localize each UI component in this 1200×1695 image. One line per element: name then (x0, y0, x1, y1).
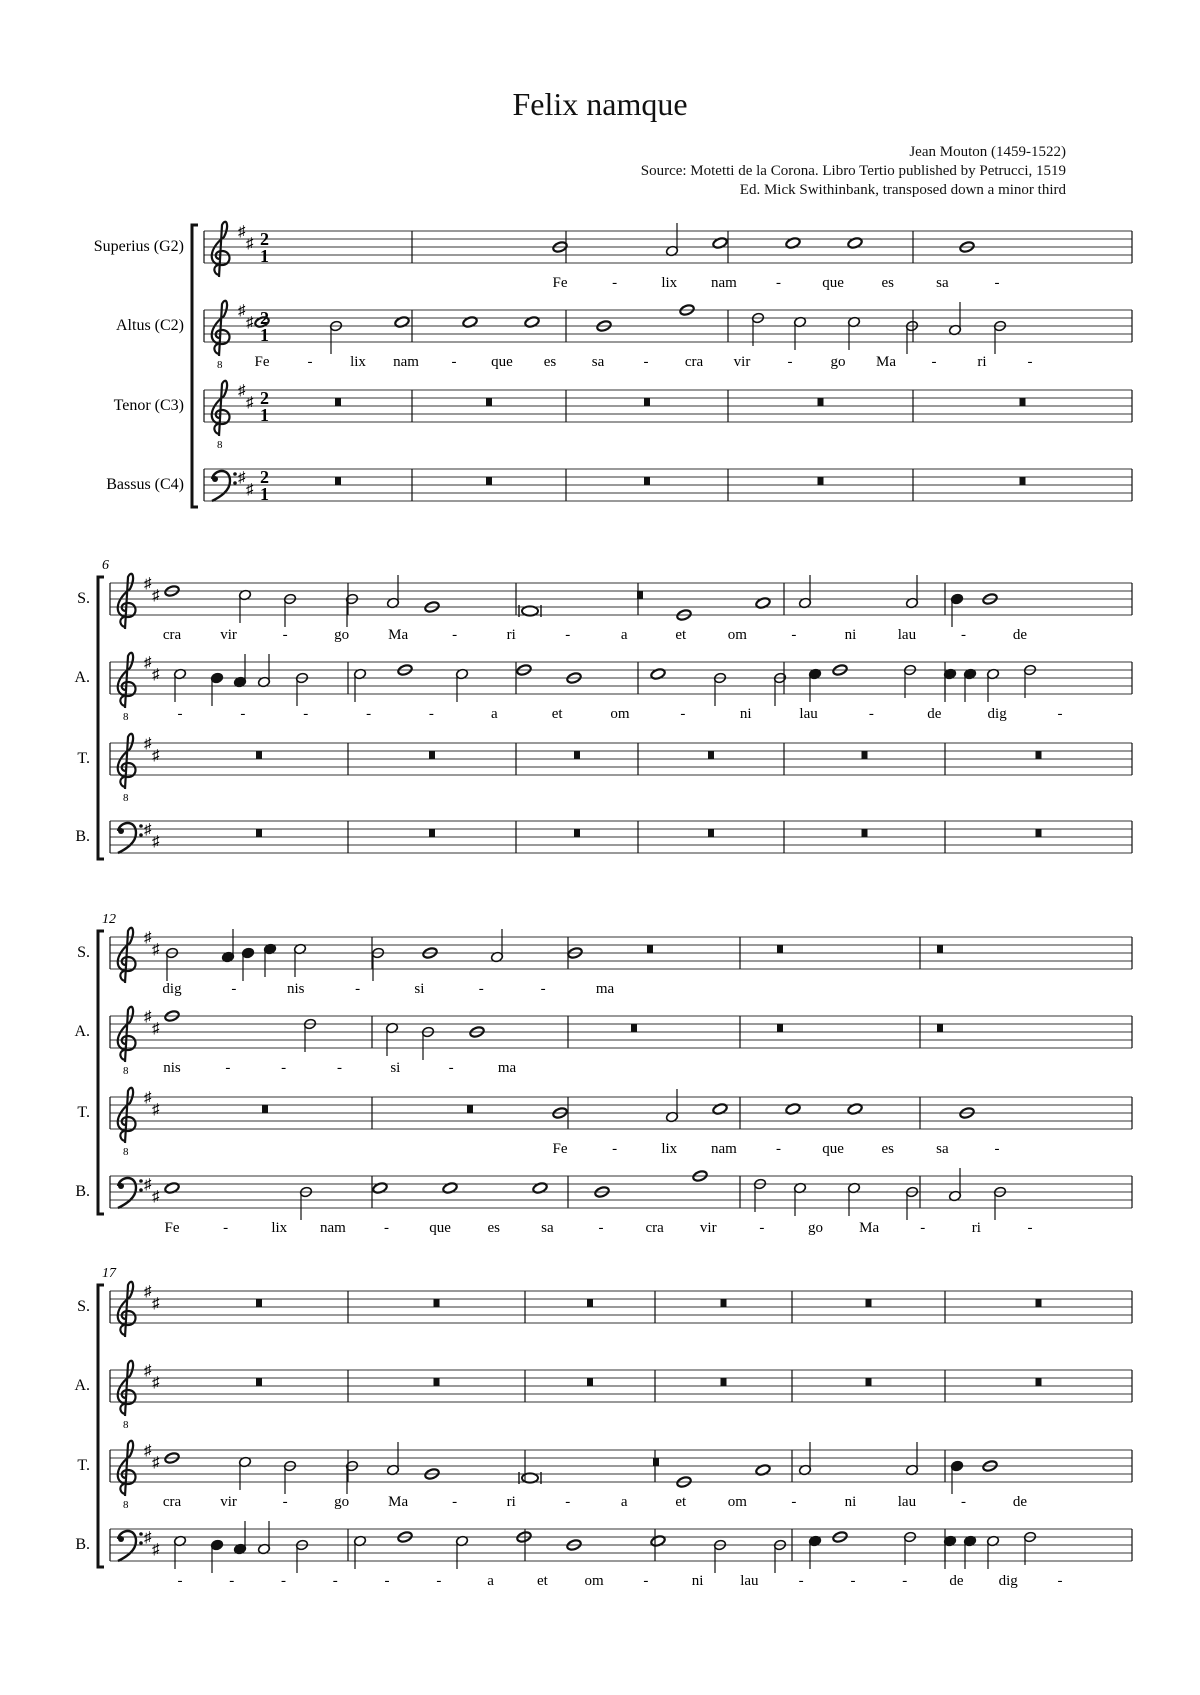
bass-clef-dot (139, 1179, 143, 1183)
breve-rest-icon (866, 1299, 872, 1307)
key-sharp-icon: ♯ (144, 1530, 152, 1546)
lyric-hyphen: - (1027, 354, 1033, 370)
key-sharp-icon: ♯ (152, 1455, 160, 1471)
treble-clef-icon (118, 1282, 136, 1337)
key-sharp-icon: ♯ (144, 1009, 152, 1025)
lyric-hyphen: - (452, 627, 458, 643)
key-sharp-icon: ♯ (246, 482, 254, 498)
breve-rest-icon (574, 829, 580, 837)
breve-rest-icon (486, 398, 492, 406)
octave-clef-mark: 8 (123, 1419, 129, 1431)
treble-clef-icon (118, 734, 136, 789)
breve-rest-icon (708, 751, 714, 759)
breve-rest-icon (1036, 1378, 1042, 1386)
lyric-syllable: lix (661, 1141, 678, 1157)
time-signature-top: 2 (260, 229, 269, 249)
bass-clef-icon (118, 823, 136, 853)
bass-clef-dot (139, 1188, 143, 1192)
breve-rest-icon (1036, 829, 1042, 837)
lyric-hyphen: - (643, 354, 649, 370)
breve-rest-icon (256, 829, 262, 837)
lyric-hyphen: - (229, 1573, 235, 1589)
lyric-hyphen: - (540, 981, 546, 997)
bass-clef-dot (212, 476, 218, 482)
time-signature-bottom: 1 (260, 246, 269, 266)
breve-rest-icon (708, 829, 714, 837)
breve-rest-icon (1036, 1299, 1042, 1307)
octave-clef-mark: 8 (217, 359, 223, 371)
breve-rest-icon (587, 1378, 593, 1386)
lyric-syllable: a (490, 706, 498, 722)
lyric-syllable: lau (740, 1573, 759, 1589)
treble-clef-icon (212, 381, 230, 436)
key-sharp-icon: ♯ (144, 736, 152, 752)
lyric-syllable: cra (645, 1220, 664, 1236)
breve-note (522, 606, 538, 615)
time-signature-bottom: 1 (260, 325, 269, 345)
lyric-hyphen: - (920, 1220, 926, 1236)
treble-clef-icon (212, 222, 230, 277)
lyric-hyphen: - (960, 627, 966, 643)
breve-rest-icon (862, 829, 868, 837)
lyric-hyphen: - (240, 706, 246, 722)
lyric-hyphen: - (960, 1494, 966, 1510)
bass-clef-dot (139, 1532, 143, 1536)
lyric-syllable: dig (987, 706, 1007, 722)
lyric-syllable: vir (699, 1220, 717, 1236)
octave-clef-mark: 8 (123, 792, 129, 804)
breve-rest-icon (486, 477, 492, 485)
treble-clef-icon (118, 1361, 136, 1416)
lyric-hyphen: - (787, 354, 793, 370)
breve-rest-icon (862, 751, 868, 759)
key-sharp-icon: ♯ (152, 1296, 160, 1312)
lyric-hyphen: - (223, 1220, 229, 1236)
lyric-hyphen: - (281, 1060, 287, 1076)
bass-clef-dot (139, 833, 143, 837)
composer-credit: Jean Mouton (1459-1522) (909, 144, 1066, 160)
lyric-hyphen: - (1027, 1220, 1033, 1236)
treble-clef-icon (118, 928, 136, 983)
lyric-syllable: Ma (859, 1220, 880, 1236)
key-sharp-icon: ♯ (152, 834, 160, 850)
lyric-hyphen: - (994, 275, 1000, 291)
voice-label-tenor: T. (77, 1457, 90, 1474)
lyric-syllable: es (881, 275, 894, 291)
lyric-syllable: go (830, 354, 846, 370)
lyric-hyphen: - (931, 354, 937, 370)
key-sharp-icon: ♯ (144, 930, 152, 946)
lyric-syllable: de (927, 706, 942, 722)
key-sharp-icon: ♯ (238, 224, 246, 240)
breve-rest-icon (777, 945, 783, 953)
lyric-syllable: nis (286, 981, 305, 997)
lyric-syllable: a (620, 1494, 628, 1510)
lyric-syllable: ri (977, 354, 987, 370)
bass-clef-dot (139, 1541, 143, 1545)
breve-rest-icon (637, 591, 643, 599)
lyric-hyphen: - (478, 981, 484, 997)
system-bracket (192, 225, 198, 507)
breve-rest-icon (937, 1024, 943, 1032)
editor-credit: Ed. Mick Swithinbank, transposed down a minor third (739, 182, 1066, 198)
lyric-syllable: es (487, 1220, 500, 1236)
time-signature-bottom: 1 (260, 484, 269, 504)
breve-rest-icon (937, 945, 943, 953)
lyric-syllable: et (536, 1573, 548, 1589)
key-sharp-icon: ♯ (238, 383, 246, 399)
lyric-syllable: go (808, 1220, 823, 1236)
breve-rest-icon (467, 1105, 473, 1113)
lyric-syllable: si (390, 1060, 401, 1076)
lyric-syllable: nam (393, 354, 419, 370)
lyric-hyphen: - (282, 627, 288, 643)
lyric-hyphen: - (868, 706, 874, 722)
voice-label-altus: Altus (C2) (116, 317, 184, 334)
key-sharp-icon: ♯ (144, 822, 152, 838)
lyric-syllable: que (822, 275, 844, 291)
lyric-hyphen: - (1057, 1573, 1063, 1589)
lyric-syllable: Fe (552, 275, 568, 291)
lyric-syllable: go (334, 627, 350, 643)
time-signature-bottom: 1 (260, 405, 269, 425)
lyric-hyphen: - (850, 1573, 856, 1589)
key-sharp-icon: ♯ (246, 315, 254, 331)
lyric-syllable: nam (710, 1141, 737, 1157)
measure-number: 6 (102, 558, 109, 573)
time-signature-top: 2 (260, 388, 269, 408)
lyric-syllable: om (610, 706, 630, 722)
lyric-syllable: si (414, 981, 425, 997)
lyric-hyphen: - (332, 1573, 338, 1589)
breve-rest-icon (777, 1024, 783, 1032)
lyric-hyphen: - (565, 1494, 571, 1510)
breve-rest-icon (429, 751, 435, 759)
key-sharp-icon: ♯ (144, 1284, 152, 1300)
lyric-hyphen: - (448, 1060, 454, 1076)
octave-clef-mark: 8 (217, 439, 223, 451)
key-sharp-icon: ♯ (144, 1090, 152, 1106)
breve-rest-icon (1036, 751, 1042, 759)
lyric-syllable: et (675, 627, 687, 643)
lyric-hyphen: - (798, 1573, 804, 1589)
lyric-hyphen: - (384, 1220, 389, 1236)
lyric-syllable: Ma (388, 627, 409, 643)
voice-label-bassus: B. (75, 1183, 90, 1200)
lyric-syllable: nam (710, 275, 737, 291)
key-sharp-icon: ♯ (238, 470, 246, 486)
lyric-syllable: es (881, 1141, 894, 1157)
key-sharp-icon: ♯ (246, 395, 254, 411)
voice-label-tenor: T. (77, 1104, 90, 1121)
lyric-hyphen: - (384, 1573, 390, 1589)
lyric-syllable: ma (497, 1060, 517, 1076)
lyric-syllable: Ma (388, 1494, 409, 1510)
time-signature-top: 2 (260, 308, 269, 328)
lyric-syllable: go (334, 1494, 350, 1510)
lyric-syllable: Fe (552, 1141, 568, 1157)
lyric-hyphen: - (355, 981, 361, 997)
breve-rest-icon (587, 1299, 593, 1307)
lyric-syllable: ni (844, 1494, 857, 1510)
bass-clef-icon (118, 1531, 136, 1561)
lyric-syllable: vir (220, 627, 237, 643)
lyric-syllable: Fe (254, 354, 270, 370)
lyric-syllable: ni (691, 1573, 704, 1589)
breve-rest-icon (818, 477, 824, 485)
key-sharp-icon: ♯ (152, 942, 160, 958)
breve-rest-icon (647, 945, 653, 953)
lyric-syllable: ma (595, 981, 615, 997)
lyric-hyphen: - (177, 1573, 183, 1589)
bass-clef-icon (212, 471, 230, 501)
treble-clef-icon (118, 1088, 136, 1143)
lyric-syllable: a (487, 1573, 494, 1589)
lyric-syllable: dig (998, 1573, 1018, 1589)
lyric-hyphen: - (598, 1220, 604, 1236)
voice-label-superius: S. (77, 590, 90, 607)
measure-number: 12 (102, 912, 116, 927)
breve-rest-icon (631, 1024, 637, 1032)
breve-rest-icon (818, 398, 824, 406)
lyric-syllable: ni (844, 627, 857, 643)
lyric-hyphen: - (177, 706, 183, 722)
lyric-syllable: om (584, 1573, 604, 1589)
octave-clef-mark: 8 (123, 1146, 129, 1158)
lyric-hyphen: - (680, 706, 686, 722)
breve-rest-icon (434, 1378, 440, 1386)
key-sharp-icon: ♯ (152, 1375, 160, 1391)
lyric-syllable: Fe (164, 1220, 180, 1236)
treble-clef-icon (212, 301, 230, 356)
bass-clef-dot (118, 828, 124, 834)
key-sharp-icon: ♯ (238, 303, 246, 319)
key-sharp-icon: ♯ (152, 1189, 160, 1205)
lyric-syllable: Ma (876, 354, 896, 370)
key-sharp-icon: ♯ (144, 655, 152, 671)
lyric-syllable: sa (936, 275, 949, 291)
lyric-syllable: de (1012, 627, 1028, 643)
breve-rest-icon (262, 1105, 268, 1113)
breve-rest-icon (335, 477, 341, 485)
breve-rest-icon (721, 1299, 727, 1307)
lyric-syllable: ni (739, 706, 752, 722)
lyric-syllable: vir (733, 354, 751, 370)
key-sharp-icon: ♯ (144, 1443, 152, 1459)
lyric-syllable: lau (897, 1494, 917, 1510)
breve-rest-icon (434, 1299, 440, 1307)
breve-rest-icon (256, 1378, 262, 1386)
lyric-hyphen: - (307, 354, 313, 370)
time-signature-top: 2 (260, 467, 269, 487)
voice-label-superius: S. (77, 944, 90, 961)
voice-label-bassus: B. (75, 1536, 90, 1553)
breve-rest-icon (1020, 477, 1026, 485)
breve-rest-icon (256, 751, 262, 759)
voice-label-bassus: B. (75, 828, 90, 845)
key-sharp-icon: ♯ (152, 1021, 160, 1037)
key-sharp-icon: ♯ (246, 236, 254, 252)
lyric-syllable: ri (971, 1220, 981, 1236)
lyric-hyphen: - (366, 706, 372, 722)
lyric-syllable: es (543, 354, 557, 370)
lyric-syllable: ri (506, 1494, 516, 1510)
treble-clef-icon (118, 574, 136, 629)
bass-clef-dot (233, 472, 237, 476)
breve-rest-icon (644, 477, 650, 485)
lyric-syllable: que (822, 1141, 844, 1157)
key-sharp-icon: ♯ (152, 667, 160, 683)
lyric-hyphen: - (791, 1494, 797, 1510)
lyric-syllable: que (491, 354, 513, 370)
breve-rest-icon (653, 1458, 659, 1466)
lyric-syllable: sa (936, 1141, 949, 1157)
lyric-syllable: vir (220, 1494, 237, 1510)
breve-rest-icon (1020, 398, 1026, 406)
lyric-hyphen: - (452, 1494, 458, 1510)
treble-clef-icon (118, 1007, 136, 1062)
key-sharp-icon: ♯ (152, 1542, 160, 1558)
lyric-hyphen: - (303, 706, 309, 722)
lyric-syllable: sa (591, 354, 605, 370)
lyric-hyphen: - (281, 1573, 287, 1589)
bass-clef-dot (233, 481, 237, 485)
key-sharp-icon: ♯ (144, 1363, 152, 1379)
lyric-syllable: de (1012, 1494, 1028, 1510)
treble-clef-icon (118, 653, 136, 708)
key-sharp-icon: ♯ (144, 1177, 152, 1193)
lyric-syllable: dig (162, 981, 182, 997)
voice-label-altus: A. (74, 669, 90, 686)
lyric-hyphen: - (337, 1060, 342, 1076)
octave-clef-mark: 8 (123, 1499, 129, 1511)
system-bracket (98, 1285, 104, 1567)
lyric-syllable: cra (162, 627, 182, 643)
source-credit: Source: Motetti de la Corona. Libro Tertio published by Petrucci, 1519 (640, 163, 1066, 179)
key-sharp-icon: ♯ (152, 1102, 160, 1118)
lyric-hyphen: - (225, 1060, 231, 1076)
lyric-syllable: lix (271, 1220, 288, 1236)
lyric-hyphen: - (428, 706, 434, 722)
voice-label-superius: S. (77, 1298, 90, 1315)
bass-clef-icon (118, 1178, 136, 1208)
lyric-syllable: cra (162, 1494, 182, 1510)
voice-label-bassus: Bassus (C4) (106, 476, 184, 493)
lyric-hyphen: - (643, 1573, 649, 1589)
voice-label-altus: A. (74, 1023, 90, 1040)
lyric-syllable: nam (319, 1220, 346, 1236)
lyric-syllable: lau (897, 627, 917, 643)
lyric-hyphen: - (776, 275, 781, 291)
lyric-hyphen: - (612, 275, 618, 291)
breve-rest-icon (866, 1378, 872, 1386)
breve-rest-icon (574, 751, 580, 759)
breve-rest-icon (335, 398, 341, 406)
lyric-hyphen: - (282, 1494, 288, 1510)
lyric-hyphen: - (436, 1573, 442, 1589)
lyric-syllable: om (727, 627, 747, 643)
breve-rest-icon (721, 1378, 727, 1386)
lyric-syllable: et (551, 706, 563, 722)
bass-clef-dot (118, 1183, 124, 1189)
lyric-syllable: que (429, 1220, 451, 1236)
treble-clef-icon (118, 1441, 136, 1496)
lyric-syllable: de (949, 1573, 964, 1589)
lyric-syllable: sa (541, 1220, 554, 1236)
lyric-syllable: cra (684, 354, 704, 370)
lyric-hyphen: - (776, 1141, 781, 1157)
system-bracket (98, 577, 104, 859)
breve-rest-icon (644, 398, 650, 406)
lyric-syllable: ri (506, 627, 516, 643)
lyric-hyphen: - (791, 627, 797, 643)
breve-rest-icon (256, 1299, 262, 1307)
key-sharp-icon: ♯ (152, 748, 160, 764)
score-title: Felix namque (512, 86, 688, 122)
lyric-syllable: lau (799, 706, 818, 722)
key-sharp-icon: ♯ (144, 576, 152, 592)
voice-label-superius: Superius (G2) (93, 238, 184, 255)
lyric-hyphen: - (231, 981, 237, 997)
lyric-syllable: lix (350, 354, 366, 370)
lyric-hyphen: - (759, 1220, 765, 1236)
lyric-syllable: lix (661, 275, 678, 291)
breve-rest-icon (429, 829, 435, 837)
octave-clef-mark: 8 (123, 1065, 129, 1077)
lyric-hyphen: - (902, 1573, 908, 1589)
lyric-syllable: nis (163, 1060, 181, 1076)
voice-label-tenor: Tenor (C3) (113, 397, 184, 414)
voice-label-tenor: T. (77, 750, 90, 767)
lyric-syllable: et (675, 1494, 687, 1510)
measure-number: 17 (102, 1266, 116, 1281)
voice-label-altus: A. (74, 1377, 90, 1394)
lyric-hyphen: - (612, 1141, 618, 1157)
bass-clef-dot (139, 824, 143, 828)
key-sharp-icon: ♯ (152, 588, 160, 604)
lyric-syllable: om (727, 1494, 747, 1510)
lyric-hyphen: - (565, 627, 571, 643)
lyric-syllable: a (620, 627, 628, 643)
octave-clef-mark: 8 (123, 711, 129, 723)
lyric-hyphen: - (994, 1141, 1000, 1157)
lyric-hyphen: - (1057, 706, 1063, 722)
bass-clef-dot (118, 1536, 124, 1542)
system-bracket (98, 931, 104, 1214)
lyric-hyphen: - (451, 354, 457, 370)
